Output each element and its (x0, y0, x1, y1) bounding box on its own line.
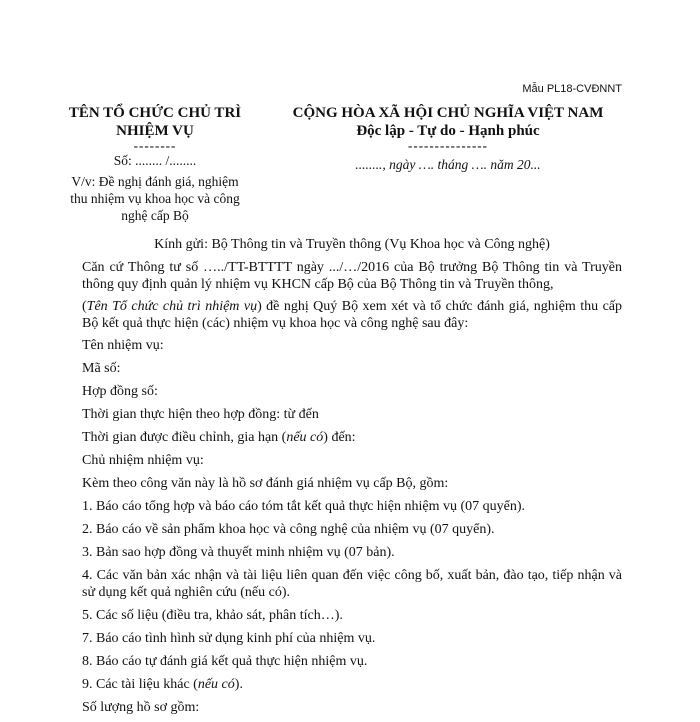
period-field: Thời gian thực hiện theo hợp đồng: từ đến (82, 407, 319, 422)
adjusted-prefix: Thời gian được điều chỉnh, gia hạn ( (82, 430, 287, 445)
task-code-field: Mã số: (82, 361, 121, 376)
leader-field: Chủ nhiệm nhiệm vụ: (82, 453, 204, 468)
subject-line2: thu nhiệm vụ khoa học và công (70, 191, 240, 206)
document-subject (60, 173, 250, 224)
request-text: ) đề nghị Quý Bộ xem xét và tổ chức đánh giá, nghiệm thu cấp Bộ kết quả thực hiện (các) nhiệm vụ khoa học và công nghệ sau đây: (82, 299, 623, 331)
salutation: Kính gửi: Bộ Thông tin và Truyền thông (Vụ Khoa học và Công nghệ) (154, 237, 550, 252)
task-name-field: Tên nhiệm vụ: (82, 338, 164, 353)
attachments-intro: Kèm theo công văn này là hồ sơ đánh giá nhiệm vụ cấp Bộ, gồm: (82, 476, 449, 491)
organization-header (60, 104, 250, 224)
attachment-item: 5. Các số liệu (điều tra, khảo sát, phân tích…). (82, 608, 343, 623)
org-separator: -------- (133, 138, 177, 153)
adjusted-suffix: ) đến: (323, 430, 356, 445)
attachment-item: 2. Báo cáo về sản phẩm khoa học và công nghệ của nhiệm vụ (07 quyển). (82, 522, 495, 537)
item9-italic: nếu có (197, 677, 235, 692)
document-number: Số: ........ /........ (113, 153, 197, 168)
attachment-item: 8. Báo cáo tự đánh giá kết quả thực hiện nhiệm vụ. (82, 654, 368, 669)
org-name-line1: TÊN TỔ CHỨC CHỦ TRÌ (68, 105, 242, 121)
attachment-item: 1. Báo cáo tổng hợp và báo cáo tóm tắt kết quả thực hiện nhiệm vụ (07 quyển). (82, 499, 526, 514)
national-header (258, 104, 638, 174)
legal-basis: Căn cứ Thông tư số …../TT-BTTTT ngày .../…/2016 của Bộ trưởng Bộ Thông tin và Truyền thông quy định quản lý nhiệm vụ KHCN cấp Bộ của Bộ Thông tin và Truyền thông, (82, 260, 622, 292)
national-motto: Độc lập - Tự do - Hạnh phúc (356, 123, 540, 139)
org-name-line2: NHIỆM VỤ (116, 123, 194, 139)
adjusted-italic: nếu có (286, 430, 324, 445)
letter-body (82, 236, 622, 722)
subject-line1: V/v: Đề nghị đánh giá, nghiệm (71, 174, 239, 189)
attachment-item: 3. Bản sao hợp đồng và thuyết minh nhiệm vụ (07 bản). (82, 545, 395, 560)
motto-separator: --------------- (408, 138, 488, 153)
contract-field: Hợp đồng số: (82, 384, 158, 399)
subject-line3: nghệ cấp Bộ (121, 208, 189, 223)
attachment-item: 7. Báo cáo tình hình sử dụng kinh phí của nhiệm vụ. (82, 631, 376, 646)
request-org-placeholder: Tên Tổ chức chủ trì nhiệm vụ (86, 299, 258, 314)
record-count-line: Số lượng hồ sơ gồm: (82, 700, 200, 715)
attachment-item (82, 676, 622, 693)
date-line: ........, ngày …. tháng …. năm 20... (355, 157, 541, 172)
adjusted-period-field (82, 429, 622, 446)
request-paragraph (82, 298, 622, 332)
form-code: Mẫu PL18-CVĐNNT (522, 83, 622, 95)
item9-prefix: 9. Các tài liệu khác ( (82, 677, 198, 692)
attachment-item: 4. Các văn bản xác nhận và tài liệu liên quan đến việc công bố, xuất bản, đào tạo, tiếp nhận và sử dụng kết quả nghiên cứu (nếu có). (82, 568, 622, 600)
item9-suffix: ). (234, 677, 243, 692)
country-name: CỘNG HÒA XÃ HỘI CHỦ NGHĨA VIỆT NAM (292, 105, 604, 121)
request-open: ( (82, 299, 87, 314)
